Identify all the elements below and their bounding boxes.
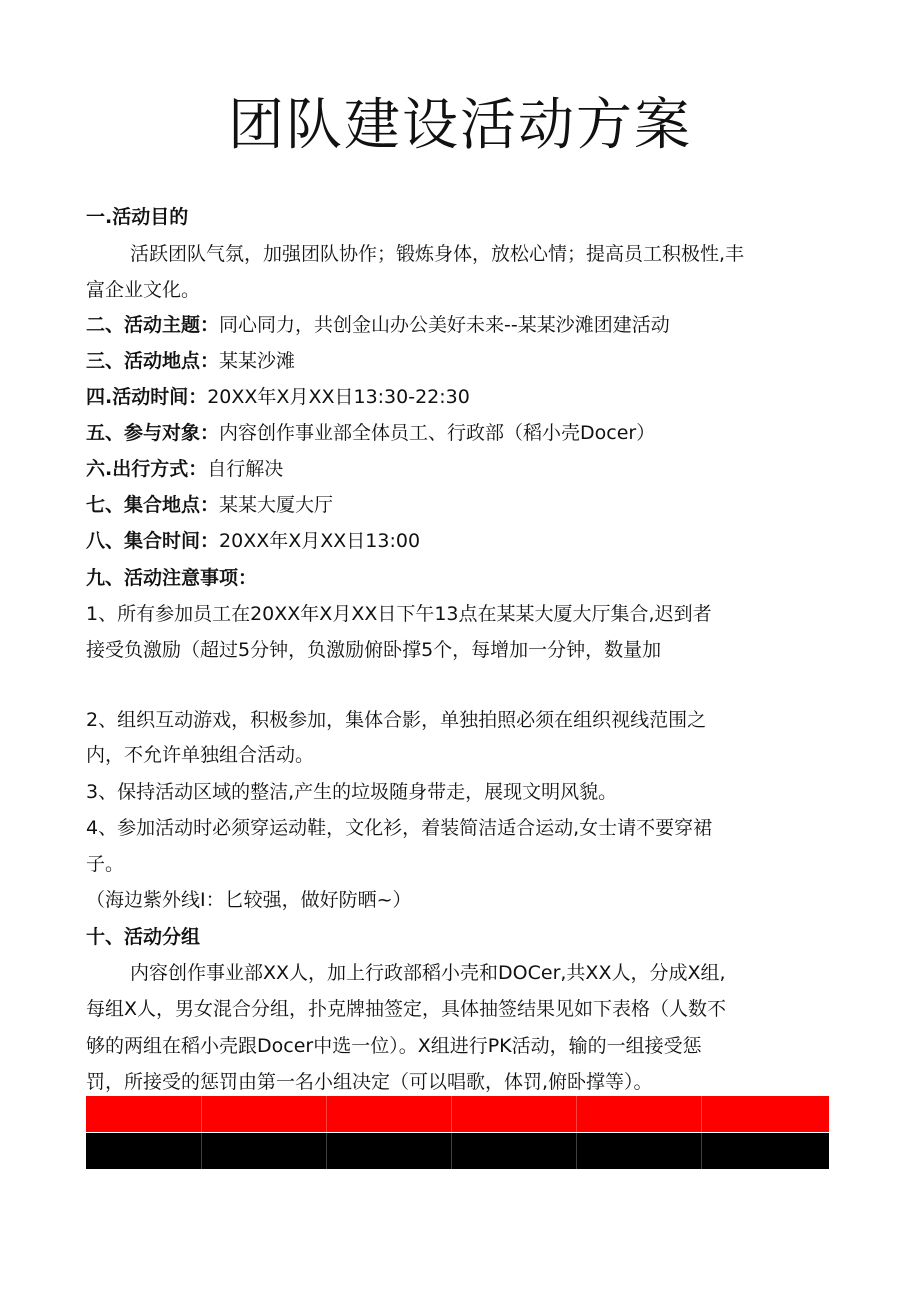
note-1-line-1: 1、所有参加员工在20XX年X月XX日下午13点在某某大厦大厅集合,迟到者 bbox=[86, 603, 712, 625]
theme-value: 同心同力，共创金山办公美好未来--某某沙滩团建活动 bbox=[219, 314, 670, 336]
meet-time-line bbox=[86, 528, 846, 554]
group-text-line-2: 每组X人，男女混合分组，扑克牌抽签定，具体抽签结果见如下表格（人数不 bbox=[86, 998, 727, 1020]
document-title: 团队建设活动方案 bbox=[228, 93, 692, 158]
participants-line bbox=[86, 420, 846, 446]
notes-heading: 九、活动注意事项： bbox=[86, 567, 258, 589]
note-4-line-2: 子。 bbox=[86, 853, 125, 875]
travel-label: 六.出行方式： bbox=[86, 458, 208, 480]
meet-place-label: 七、集合地点： bbox=[86, 494, 220, 516]
table-header-cell bbox=[86, 1096, 202, 1132]
table-header-cell bbox=[577, 1096, 702, 1132]
table-cell bbox=[452, 1133, 577, 1169]
time-line bbox=[86, 384, 846, 410]
table-row bbox=[86, 1133, 829, 1169]
note-4-line-1: 4、参加活动时必须穿运动鞋，文化衫，着装简洁适合运动,女士请不要穿裙 bbox=[86, 817, 713, 839]
table-header-cell bbox=[202, 1096, 327, 1132]
meet-time-label: 八、集合时间： bbox=[86, 530, 220, 552]
group-text-line-3: 够的两组在稻小壳跟Docer中选一位）。X组进行PK活动，输的一组接受惩 bbox=[86, 1035, 702, 1057]
note-2-line-2: 内，不允许单独组合活动。 bbox=[86, 744, 315, 766]
table-cell bbox=[577, 1133, 702, 1169]
table-header-cell bbox=[327, 1096, 452, 1132]
purpose-text-line-1: 活跃团队气氛，加强团队协作；锻炼身体，放松心情；提高员工积极性,丰 bbox=[130, 243, 745, 265]
meet-place-value: 某某大厦大厅 bbox=[219, 494, 334, 516]
group-text-line-4: 罚，所接受的惩罚由第一名小组决定（可以唱歌，体罚,俯卧撑等）。 bbox=[86, 1071, 653, 1093]
meet-time-value: 20XX年X月XX日13:00 bbox=[219, 530, 421, 552]
note-1-line-2: 接受负激励（超过5分钟，负激励俯卧撑5个，每增加一分钟，数量加 bbox=[86, 639, 662, 661]
table-header-row bbox=[86, 1096, 829, 1132]
table-cell bbox=[327, 1133, 452, 1169]
theme-label: 二、活动主题： bbox=[86, 314, 220, 336]
note-3: 3、保持活动区域的整洁,产生的垃圾随身带走，展现文明风貌。 bbox=[86, 781, 618, 803]
group-text-line-1: 内容创作事业部XX人，加上行政部稻小壳和DOCer,共XX人，分成X组, bbox=[130, 962, 726, 984]
time-value: 20XX年X月XX日13:30-22:30 bbox=[207, 386, 470, 408]
table-cell bbox=[702, 1133, 829, 1169]
table-cell bbox=[202, 1133, 327, 1169]
note-sun-protection: （海边紫外线I：匕较强，做好防晒~） bbox=[86, 889, 412, 911]
participants-label: 五、参与对象： bbox=[86, 422, 220, 444]
location-value: 某某沙滩 bbox=[219, 350, 296, 372]
purpose-text-line-2: 富企业文化。 bbox=[86, 279, 201, 301]
group-heading: 十、活动分组 bbox=[86, 926, 201, 948]
travel-line bbox=[86, 456, 846, 482]
table-cell bbox=[86, 1133, 202, 1169]
meet-place-line bbox=[86, 492, 846, 518]
time-label: 四.活动时间： bbox=[86, 386, 208, 408]
location-label: 三、活动地点： bbox=[86, 350, 220, 372]
note-2-line-1: 2、组织互动游戏，积极参加，集体合影，单独拍照必须在组织视线范围之 bbox=[86, 709, 707, 731]
participants-value: 内容创作事业部全体员工、行政部（稻小壳Docer） bbox=[219, 422, 656, 444]
location-line bbox=[86, 348, 846, 374]
table-header-cell bbox=[452, 1096, 577, 1132]
travel-value: 自行解决 bbox=[207, 458, 284, 480]
grouping-table bbox=[86, 1096, 829, 1169]
table-header-cell bbox=[702, 1096, 829, 1132]
theme-line bbox=[86, 312, 846, 338]
purpose-heading: 一.活动目的 bbox=[86, 206, 189, 228]
